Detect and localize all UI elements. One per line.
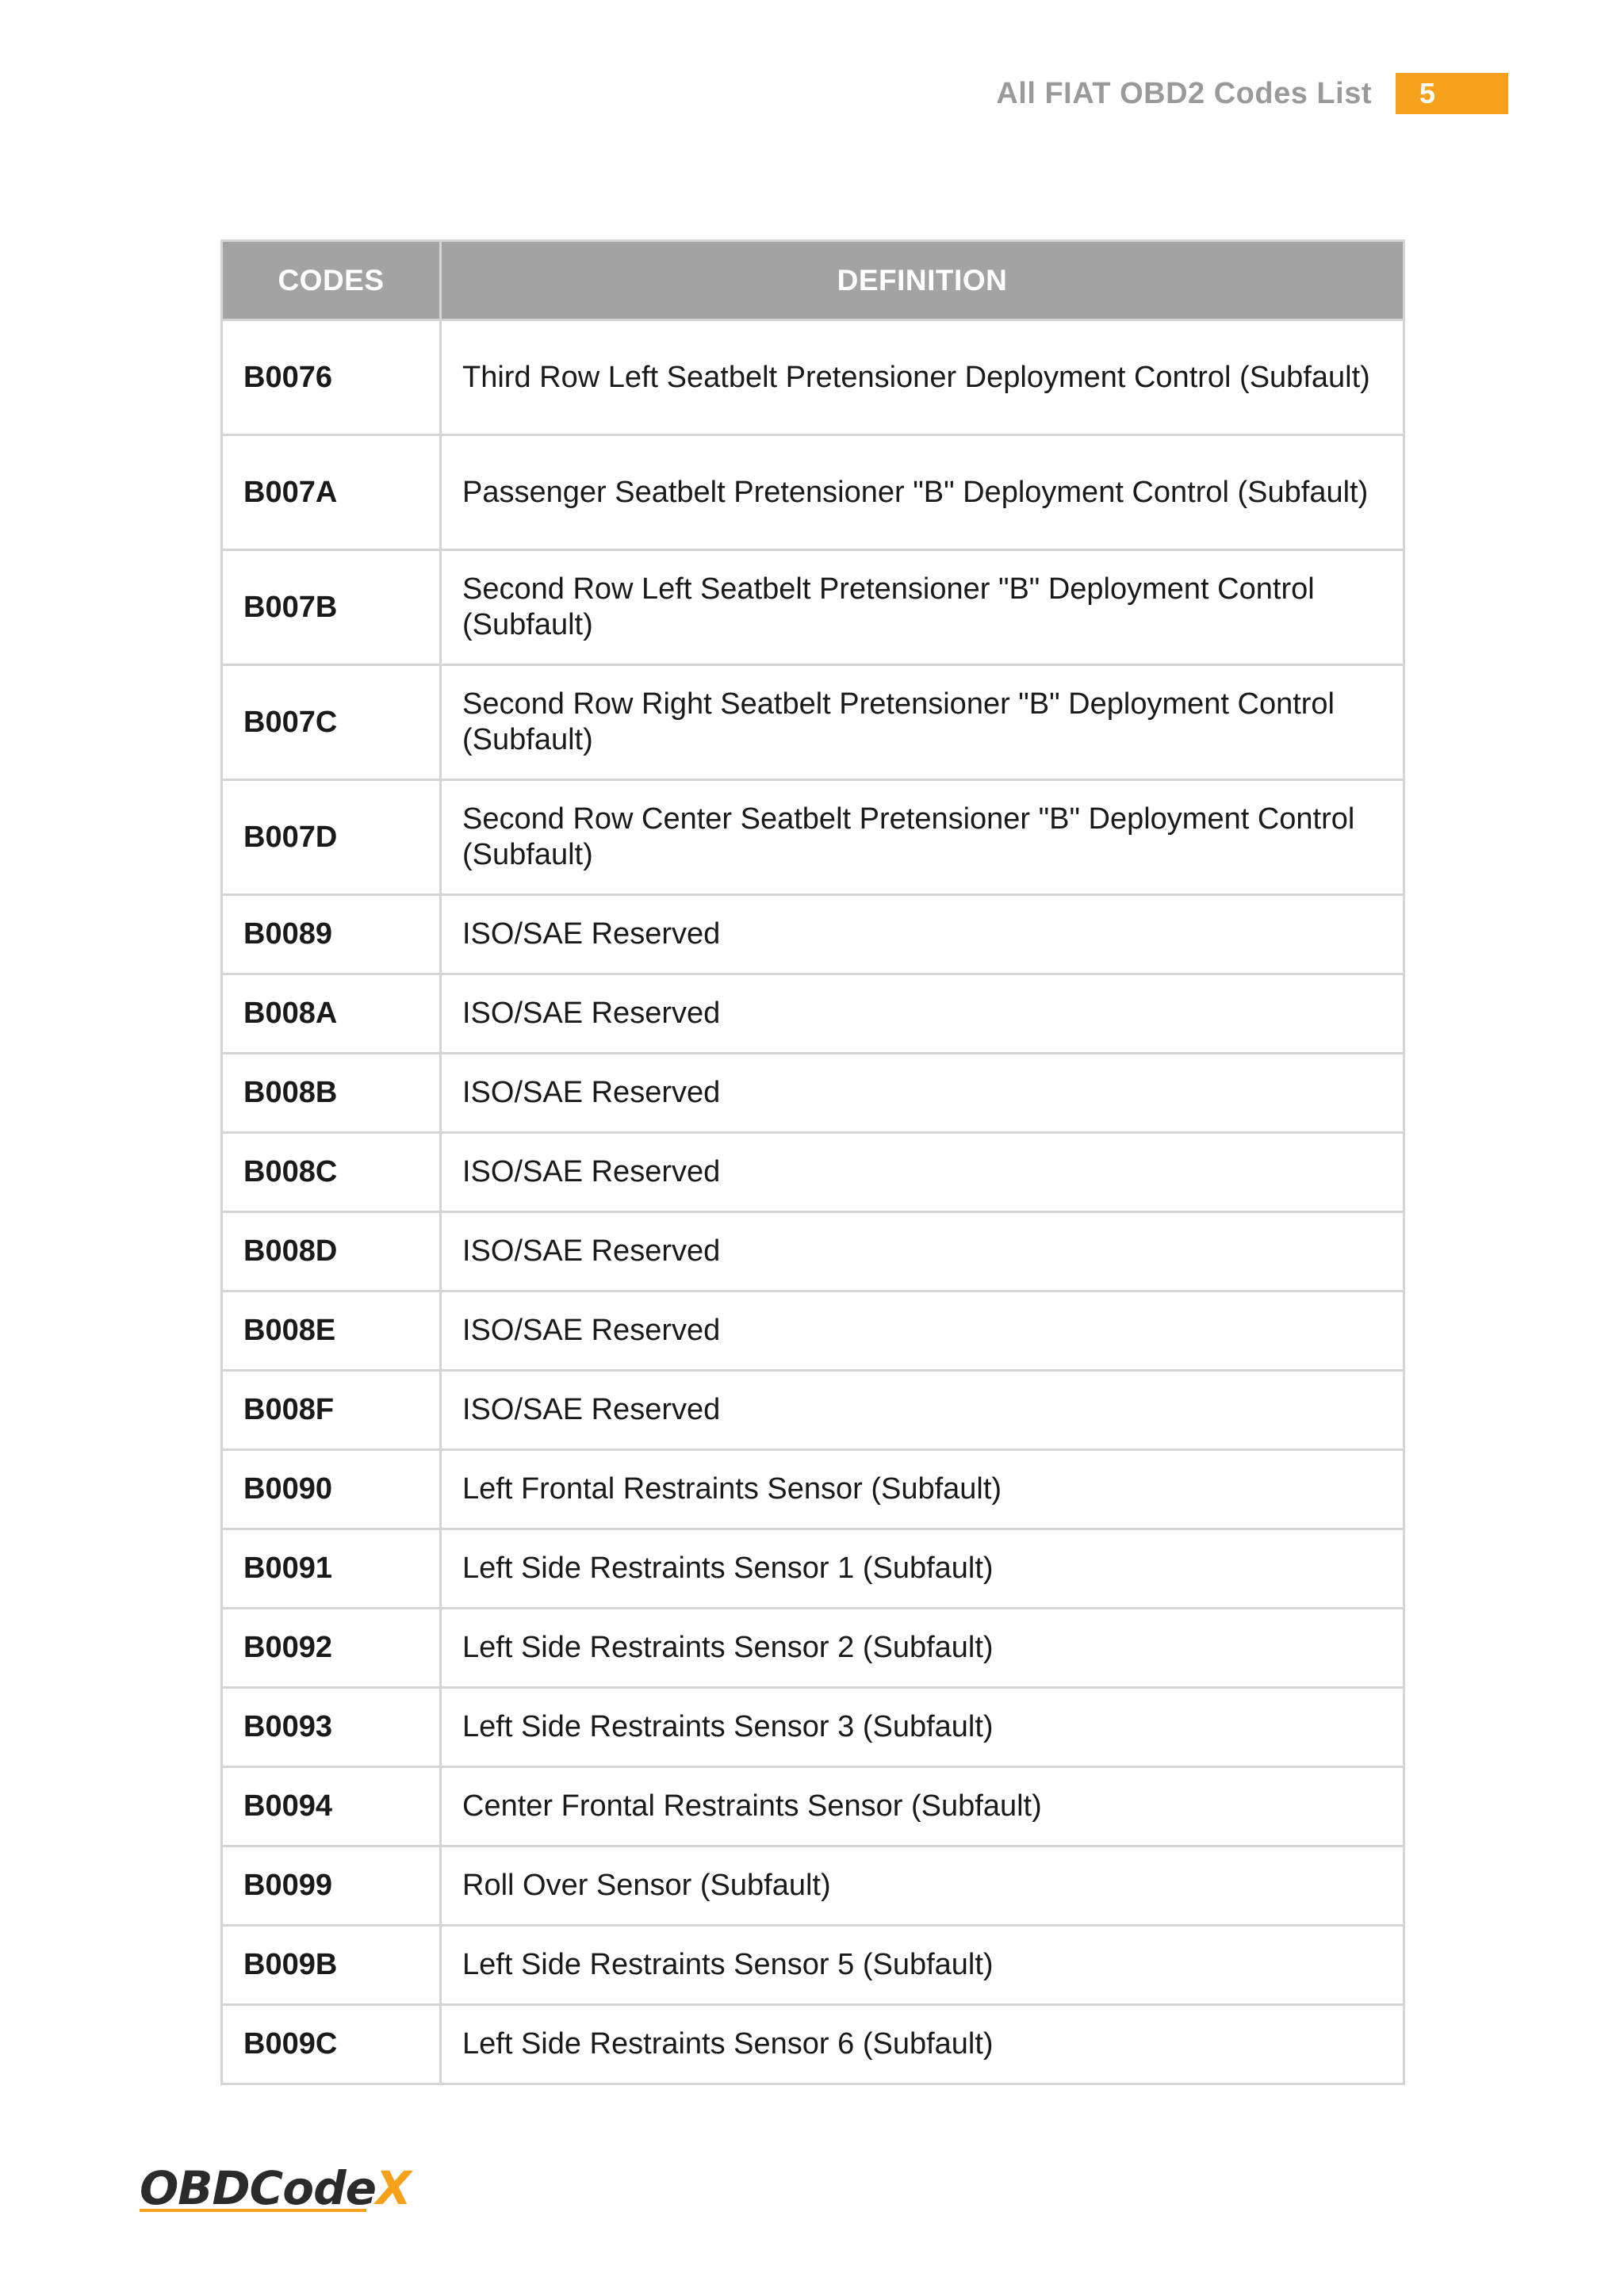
definition-cell: Passenger Seatbelt Pretensioner "B" Deployment Control (Subfault) — [441, 435, 1404, 550]
definition-cell: Second Row Right Seatbelt Pretensioner "B" Deployment Control (Subfault) — [441, 665, 1404, 780]
table-row — [222, 974, 1404, 1054]
code-cell: B0094 — [222, 1767, 441, 1846]
document-title: All FIAT OBD2 Codes List — [996, 76, 1372, 110]
definition-cell: Left Side Restraints Sensor 6 (Subfault) — [441, 2005, 1404, 2084]
code-cell: B009B — [222, 1926, 441, 2005]
definition-cell: ISO/SAE Reserved — [441, 1371, 1404, 1450]
code-cell: B0093 — [222, 1688, 441, 1767]
definition-cell: ISO/SAE Reserved — [441, 1133, 1404, 1212]
table-row — [222, 1767, 1404, 1846]
definition-cell: Center Frontal Restraints Sensor (Subfault) — [441, 1767, 1404, 1846]
definition-cell: ISO/SAE Reserved — [441, 1054, 1404, 1133]
table-row — [222, 895, 1404, 974]
table-body — [222, 320, 1404, 2084]
code-cell: B008B — [222, 1054, 441, 1133]
code-cell: B008F — [222, 1371, 441, 1450]
code-cell: B0091 — [222, 1529, 441, 1609]
logo-wordmark — [140, 2161, 414, 2215]
code-cell: B009C — [222, 2005, 441, 2084]
table-row — [222, 320, 1404, 435]
definition-cell: Left Side Restraints Sensor 3 (Subfault) — [441, 1688, 1404, 1767]
logo-main-text: OBDCode — [140, 2161, 376, 2215]
table-row — [222, 1688, 1404, 1767]
code-cell: B0089 — [222, 895, 441, 974]
code-cell: B007D — [222, 780, 441, 895]
definition-cell: Left Frontal Restraints Sensor (Subfault) — [441, 1450, 1404, 1529]
code-cell: B007A — [222, 435, 441, 550]
definition-cell: Roll Over Sensor (Subfault) — [441, 1846, 1404, 1926]
table-row — [222, 1371, 1404, 1450]
column-header-codes: CODES — [222, 241, 441, 320]
table-row — [222, 1529, 1404, 1609]
definition-cell: Third Row Left Seatbelt Pretensioner Deployment Control (Subfault) — [441, 320, 1404, 435]
code-cell: B0076 — [222, 320, 441, 435]
table-row — [222, 1054, 1404, 1133]
table-row — [222, 1212, 1404, 1292]
code-cell: B008D — [222, 1212, 441, 1292]
table-row — [222, 435, 1404, 550]
code-cell: B008C — [222, 1133, 441, 1212]
definition-cell: Second Row Center Seatbelt Pretensioner "B" Deployment Control (Subfault) — [441, 780, 1404, 895]
definition-cell: Left Side Restraints Sensor 1 (Subfault) — [441, 1529, 1404, 1609]
definition-cell: ISO/SAE Reserved — [441, 895, 1404, 974]
page-number-badge: 5 — [1396, 73, 1508, 114]
table-row — [222, 1450, 1404, 1529]
page-header — [996, 73, 1508, 114]
table-row — [222, 2005, 1404, 2084]
table-row — [222, 550, 1404, 665]
definition-cell: ISO/SAE Reserved — [441, 974, 1404, 1054]
code-cell: B007C — [222, 665, 441, 780]
codes-table — [220, 239, 1405, 2085]
definition-cell: ISO/SAE Reserved — [441, 1292, 1404, 1371]
table-row — [222, 1609, 1404, 1688]
code-cell: B0099 — [222, 1846, 441, 1926]
definition-cell: Left Side Restraints Sensor 2 (Subfault) — [441, 1609, 1404, 1688]
table-header-row — [222, 241, 1404, 320]
obdcodex-logo — [136, 2150, 411, 2221]
table-row — [222, 1292, 1404, 1371]
definition-cell: Second Row Left Seatbelt Pretensioner "B" Deployment Control (Subfault) — [441, 550, 1404, 665]
table-row — [222, 1133, 1404, 1212]
definition-cell: ISO/SAE Reserved — [441, 1212, 1404, 1292]
logo-accent-x: X — [375, 2161, 411, 2215]
code-cell: B0090 — [222, 1450, 441, 1529]
table-header — [222, 241, 1404, 320]
table-row — [222, 780, 1404, 895]
code-cell: B0092 — [222, 1609, 441, 1688]
table-row — [222, 665, 1404, 780]
definition-cell: Left Side Restraints Sensor 5 (Subfault) — [441, 1926, 1404, 2005]
table-row — [222, 1926, 1404, 2005]
code-cell: B008E — [222, 1292, 441, 1371]
column-header-definition: DEFINITION — [441, 241, 1404, 320]
code-cell: B008A — [222, 974, 441, 1054]
code-cell: B007B — [222, 550, 441, 665]
table-row — [222, 1846, 1404, 1926]
